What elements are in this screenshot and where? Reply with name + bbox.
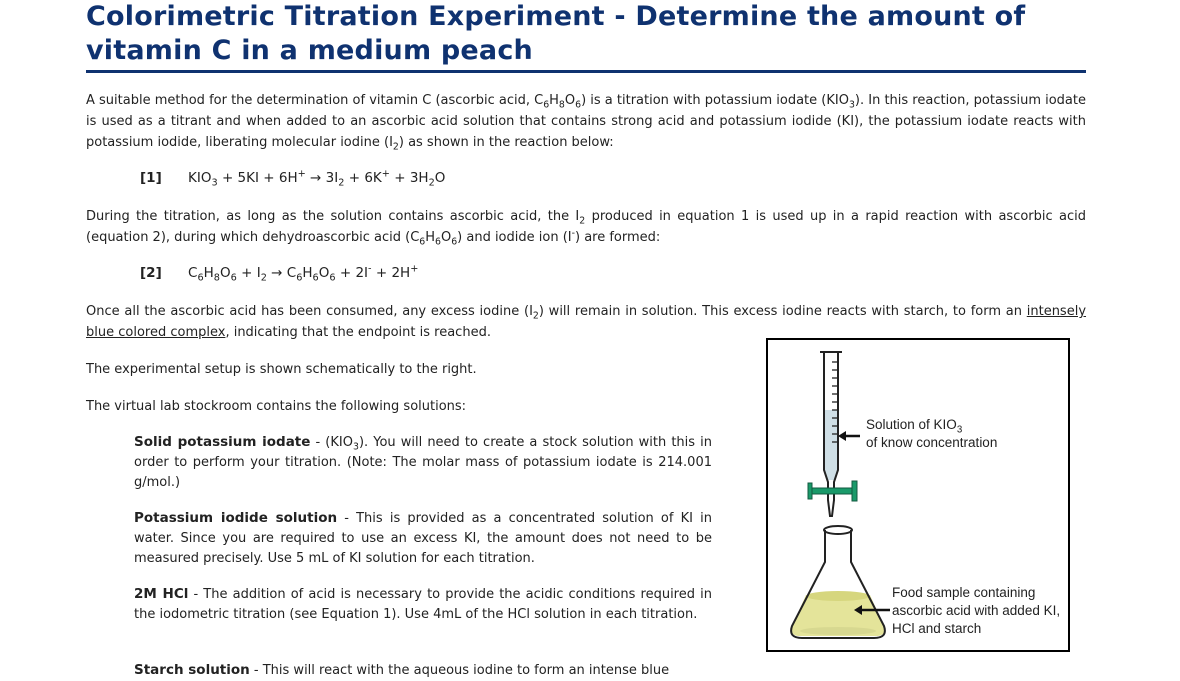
page-title: Colorimetric Titration Experiment - Determine the amount of vitamin C in a medium peach — [86, 1, 1026, 66]
title-rule — [86, 70, 1086, 73]
setup-paragraph: The experimental setup is shown schematically to the right. — [86, 362, 477, 377]
equation-1-number: [1] — [140, 170, 162, 186]
blue-complex-link[interactable]: intensely blue colored complex — [86, 304, 1087, 340]
burette-liquid — [824, 410, 838, 480]
list-item: Solid potassium iodate - $(KIO_3)$. You will need to create a stock solution with this in order to perform your titration. (Note: The molar mass of potassium iodate is 214.001 g/mol.) — [134, 434, 713, 490]
equation-2-number: [2] — [140, 265, 162, 281]
burette-label: Solution of $KIO_3$ of know concentration — [866, 417, 998, 450]
item-name: Potassium iodide solution — [134, 510, 338, 526]
list-item: Potassium iodide solution - This is provided as a concentrated solution of KI in water. Since you are required to use an excess KI, the amount does not need to be measured precisely. Use 5 mL of KI solution for each titration. — [134, 510, 712, 566]
once-paragraph: Once all the ascorbic acid has been consumed, any excess iodine $(I_2)$ will remain in solution. This excess iodine reacts with starch, to form an intensely blue colored complex, indicating that the endpoint is reached. — [86, 304, 1087, 340]
intro-paragraph: A suitable method for the determination of vitamin C (ascorbic acid, $C_6H_8O_6$) is a titration with potassium iodate $(KIO_3)$. In this reaction, potassium iodate is used as a titrant and when added to an ascorbic acid solution that contains strong acid and potassium iodide (KI), the potassium iodate reacts with potassium iodide, liberating molecular iodine $(I_2)$ as shown in the reaction below: — [86, 93, 1086, 153]
equation-1: [1] $KIO_3 + 5KI + 6H^+ \to 3I_2 + 6K^+ + 3H_2O$ — [140, 168, 446, 189]
stockroom-paragraph: The virtual lab stockroom contains the following solutions: — [86, 399, 467, 414]
item-name: 2M HCl — [134, 586, 189, 602]
flask-label: Food sample containing ascorbic acid with added KI, HCl and starch — [892, 585, 1061, 636]
item-name: Starch solution — [134, 662, 250, 678]
equation-2: [2] $C_6H_8O_6 + I_2 \to C_6H_6O_6 + 2I^- + 2H^+$ — [140, 263, 419, 284]
stopcock-icon — [808, 488, 852, 494]
setup-figure — [766, 338, 1070, 652]
during-paragraph: During the titration, as long as the solution contains ascorbic acid, the $I_2$ produced in equation 1 is used up in a rapid reaction with ascorbic acid (equation 2), during which dehydroascorbic acid $(C_6H_6O_6)$ and iodide ion (I-) are formed: — [86, 209, 1086, 248]
list-item: Starch solution - This will react with the aqueous iodine to form an intense blue — [134, 662, 670, 678]
item-name: Solid potassium iodate — [134, 434, 311, 450]
list-item: 2M HCl - The addition of acid is necessary to provide the acidic conditions required in the iodometric titration (see Equation 1). Use 4mL of the HCl solution in each titration. — [134, 586, 712, 622]
